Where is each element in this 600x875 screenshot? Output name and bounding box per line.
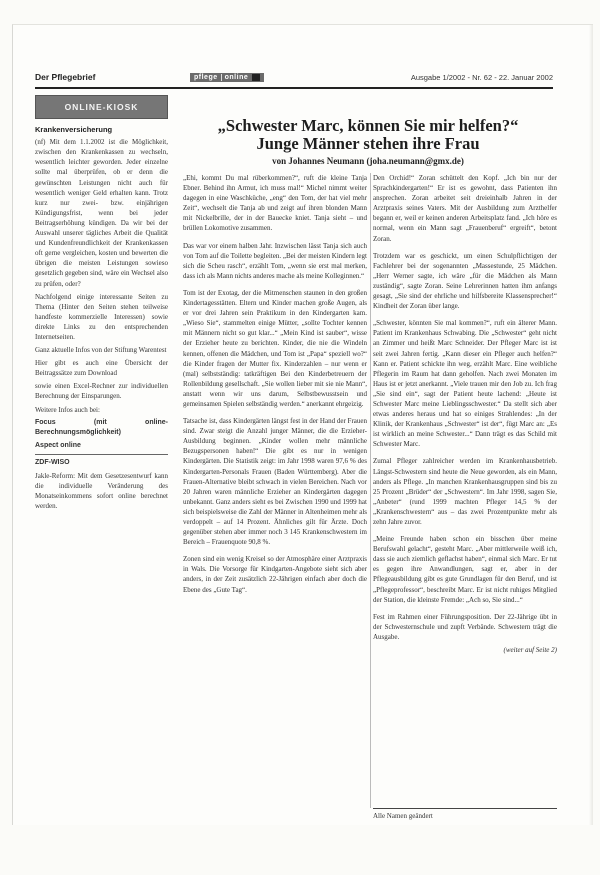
sidebar-paragraph: Nachfolgend einige interessante Seiten zu Thema (Hinter den Seiten stehen teilweise handfeste kommerzielle Interessen) sowie direkte Links zu den entsprechenden Internetseiten.: [35, 292, 168, 341]
logo-separator: [221, 74, 222, 81]
sidebar-paragraph: Jakle-Reform: Mit dem Gesetzesentwurf kann die individuelle Veränderung des Monatseinkommens sofort online berechnet werden.: [35, 472, 168, 511]
newsletter-page: [12, 24, 593, 825]
article-paragraph: „Meine Freunde haben schon ein bisschen über meine Berufswahl gelacht“, gesteht Marc. „Aber mittlerweile weiß ich, dass sie auch ziemlich geflachst haben“, einmal sich Marc. Er tut es gegen ihre Anwandlungen, sagt er, aber in der Pflegeausbildung gibt es gute Grundlagen für den Beruf, und ist „Pflegeprofessor“, beschreibt Marc. Er ist nicht ruhiges Mitglied der Station, die kleinste Fremde: „Ach so, Sie sind...“: [373, 535, 557, 604]
sidebar-link[interactable]: sowie einen Excel-Rechner zur individuellen Berechnung der Einsparungen.: [35, 382, 168, 401]
article-column-left: [183, 173, 367, 602]
footer-rule: [373, 808, 557, 809]
sidebar-link[interactable]: Hier gibt es auch eine Übersicht der Beitragssätze zum Download: [35, 359, 168, 378]
article-paragraph: „Schwester, könnten Sie mal kommen?“, ruft ein älterer Mann. Patient im Krankenhaus Schwabing. Die „Schwester“ geht nicht an Zimmer und heißt Marc Schneider. Der Pfleger Marc ist ist seit zwei Jahren fertig. „Kann dieser ein Pfleger auch helfen?“ Kann er. Patient schickte ihn weg, erzählt Marc. Eine weibliche Pflegerin im Raum hat dann geholfen. Nach zwei Monaten im Haus ist er jetzt anerkannt. „Viele trauen mir den Job zu. Ich frag „Sie sind ein“, sagt der Patient heute lachend: „Heute ist Schwester Marc meine Lieblingsschwester.“ Da stellt sich aber etwas anderes heraus und hat so einiges Strahlendes: „In der Klinik, der Krankenhaus „Schwester“ ist der“, fügt Marc an: „Es ist wirklich an meine Schwester...“ Dann trägt es das Schild mit Schwester Marc.: [373, 319, 557, 449]
sidebar-link[interactable]: ZDF-WISO: [35, 458, 70, 466]
page-edge-shadow: [589, 25, 593, 825]
article-paragraph: Den Orchid!“ Zoran schüttelt den Kopf. „Ich bin nur der Sprachkindergarten!“ Er ist es gewohnt, dass Patienten ihn ansprechen. Zoran arbeitet seit dreieinhalb Jahren in der Arztpraxis seines Vaters. Mit der Ausbildung zum Arzthelfer begann er, weil er keinen anderen Arbeitsplatz fand. „Ich höre es normal, wenn ein Mann sagt „Frauenberuf“ ergreift“, betont Zoran.: [373, 174, 557, 243]
logo-square-icon: [252, 74, 260, 81]
publication-name: Der Pflegebrief: [35, 72, 96, 82]
sidebar-link[interactable]: Aspect online: [35, 441, 81, 449]
article-paragraph: „Ehi, kommt Du mal rüberkommen?“, ruft die kleine Tanja Ebner. Behind ihn Armut, ich muss mal!“ Michel nimmt weiter dagegen in eine Waschküche, „eng“ den Tom, der hat viel mehr Zeit“, wechselt die Tanja ab und zeigt auf ihren blonden Mann mit Nickelbrille, der in der Bauecke kniet. Tanja sieht – und brüllen Lokomotive zusammen.: [183, 174, 367, 233]
article-paragraph: Trotzdem war es geschickt, um einen Schulpflichtigen der Fachlehrer bei der sogenannten „Massestunde, 25 Mädchen. „Herr Werner sagte, ich wäre „für die Mädchen als Mann zuständig“, sagte Zoran. Seine Lehrerinnen hatten ihm anfangs gesagt, „Sie sind der ehrliche und hilfsbereite Klassensprecher!“ Kindheit der Zoran über lange.: [373, 251, 557, 311]
continued-note: (weiter auf Seite 2): [503, 646, 557, 655]
sidebar-link[interactable]: Ganz aktuelle Infos von der Stiftung Warentest: [35, 346, 167, 355]
article-headline: [183, 117, 553, 153]
names-changed-note: Alle Namen geändert: [373, 812, 433, 820]
masthead-rule: [35, 87, 553, 89]
sidebar-link[interactable]: Focus (mit online-Berechnungsmöglichkeit): [35, 418, 168, 436]
article-paragraph: Zumal Pfleger zahlreicher werden im Krankenhausbetrieb. Längst-Schwestern sind heute die Neue geworden, als ein Mann, anders als Pflege. „In manchen Krankenhausgruppen sind bis zu 25 Prozent „Brüder“ der „Schwestern“. Im Jahr 1998, sagen Sie, „Anbeter“ (rund 1999 machten Pfleger 14,5 % der „Krankenschwestern“ aus – das zwei Prozentpunkte mehr als zehn Jahre zuvor.: [373, 457, 557, 526]
sidebar-divider: [35, 454, 168, 455]
logo-text-right: online: [224, 73, 249, 81]
sidebar-header: ONLINE-KIOSK: [35, 95, 168, 119]
article-paragraph: Das war vor einem halben Jahr. Inzwischen lässt Tanja sich auch von Tom auf die Toilette begleiten. „Bei der meisten Kindern legt sich die Scheu rasch“, erzählt Tom, „wenn sie erst mal merken, dass ich als Mann nichts anderes mache als meine Kolleginnen.“: [183, 241, 367, 280]
pflege-online-logo: [190, 73, 264, 82]
column-divider: [370, 173, 371, 808]
online-kiosk-sidebar: [35, 95, 168, 743]
article-paragraph: Fest im Rahmen einer Führungsposition. Der 22-Jährige übt in der Schwesternschule und zupft Verbände. Schwestern trägt die Ausgabe.: [373, 612, 557, 641]
article-paragraph: Tom ist der Exotag, der die Mitmenschen staunen in den großen Kindertagesstätten. Eltern und Kinder machen große Augen, als er vor drei Jahren sein Praktikum in den Kindergarten kam. „Wieso Sie“, stammelten einige Mütter, „sollte Tochter kennen mit Männern nicht so gut klar...“ „Mein Kind ist sauber“, wisse der Erzieher heute zu berichten. Kinder, die nie die Windeln kennen, offenen die Mädchen, und Tom ist „Papa“ speziell wo?“ die Kinder fragen der Mutter fix. Kinderzahlen – nur wenn er (mal) selbstständig: tatkräftigen Bei den Kinderbetreuern der Rollenbildung gesellschaft. „Sie wollen lieber mit sie nie Mann“, anstatt wenn wir uns darum, Selbstbewusstsein und gemeinsamen Spielen selbständig werden.“ anerkannt ehrgeizig.: [183, 288, 367, 408]
sidebar-paragraph: Weitere Infos auch bei:: [35, 405, 100, 414]
article-paragraph: Tatsache ist, dass Kindergärten längst fest in der Hand der Frauen sind. Zwar steigt die Anzahl junger Männer, die die Erzieher-Ausbildung beginnen. „Kinder wollen mehr männliche Bezugspersonen haben!“ Die gibt es nur in wenigen Kindergärten. Die Statistik zeigt: im Jahr 1998 waren 97,6 % des Kindergarten-Personals Frauen (Baden Württemberg). Aber die Frauen-Alternative bleibt schwach in vielen Bereichen. Nach vor 20 Jahren waren männliche Erzieher an Kindergärten dagegen unbekannt. Ganz anders sieht es bei Zwischen 1990 und 1999 hat sich beispielsweise die Zahl der Männer in Altenheimen mehr als verdoppelt – auf 14 Prozent. Ähnliches gilt für Ärzte. Doch gegenüber stehen aber immer noch 3 145 Krankenschwestern im Bereich – Frauenquote 90,8 %.: [183, 417, 367, 547]
sidebar-paragraph: (nf) Mit dem 1.1.2002 ist die Möglichkeit, zwischen den Krankenkassen zu wechseln, wesentlich leichter geworden. Jeder einzelne sollte mal überprüfen, ob er denn die gewünschten Leistungen nicht auch für wesentlich weniger Geld erhalten kann. Trotz kurz nur zwei- bzw. einjährigen Kündigungsfrist, wenn bei jeder Beitragserhöhung kündigen. Da wir bei der Auswahl unserer tägliches Arbeit die Qualität und Kundenfreundlichkeit der Krankenkassen oft gerne vergleichen, kosten und bewerten die übrigen die meisten Leistungen sowieso gesetzlich gegeben sind, wäre ein Wechsel also zu prüfen, oder?: [35, 138, 168, 288]
article-paragraph: Zonen sind ein wenig Kreisel so der Atmosphäre einer Arztpraxis in Wals. Die Vorsorge für Kindgarten-Angebote sieht sich aber anders, in der Zeit zusätzlich 22-Jährigen einfach aber doch die Ebene des „Gute Tag“.: [183, 555, 367, 594]
article-column-right: [373, 173, 557, 655]
article-byline: von Johannes Neumann (joha.neumann@gmx.de): [272, 156, 464, 166]
logo-text-left: pflege: [194, 73, 218, 81]
sidebar-title: Krankenversicherung: [35, 125, 113, 135]
masthead: [35, 69, 553, 85]
headline-line-2: Junge Männer stehen ihre Frau: [256, 134, 480, 153]
headline-line-1: „Schwester Marc, können Sie mir helfen?“: [217, 116, 519, 135]
issue-info: Ausgabe 1/2002 - Nr. 62 - 22. Januar 2002: [410, 72, 553, 82]
